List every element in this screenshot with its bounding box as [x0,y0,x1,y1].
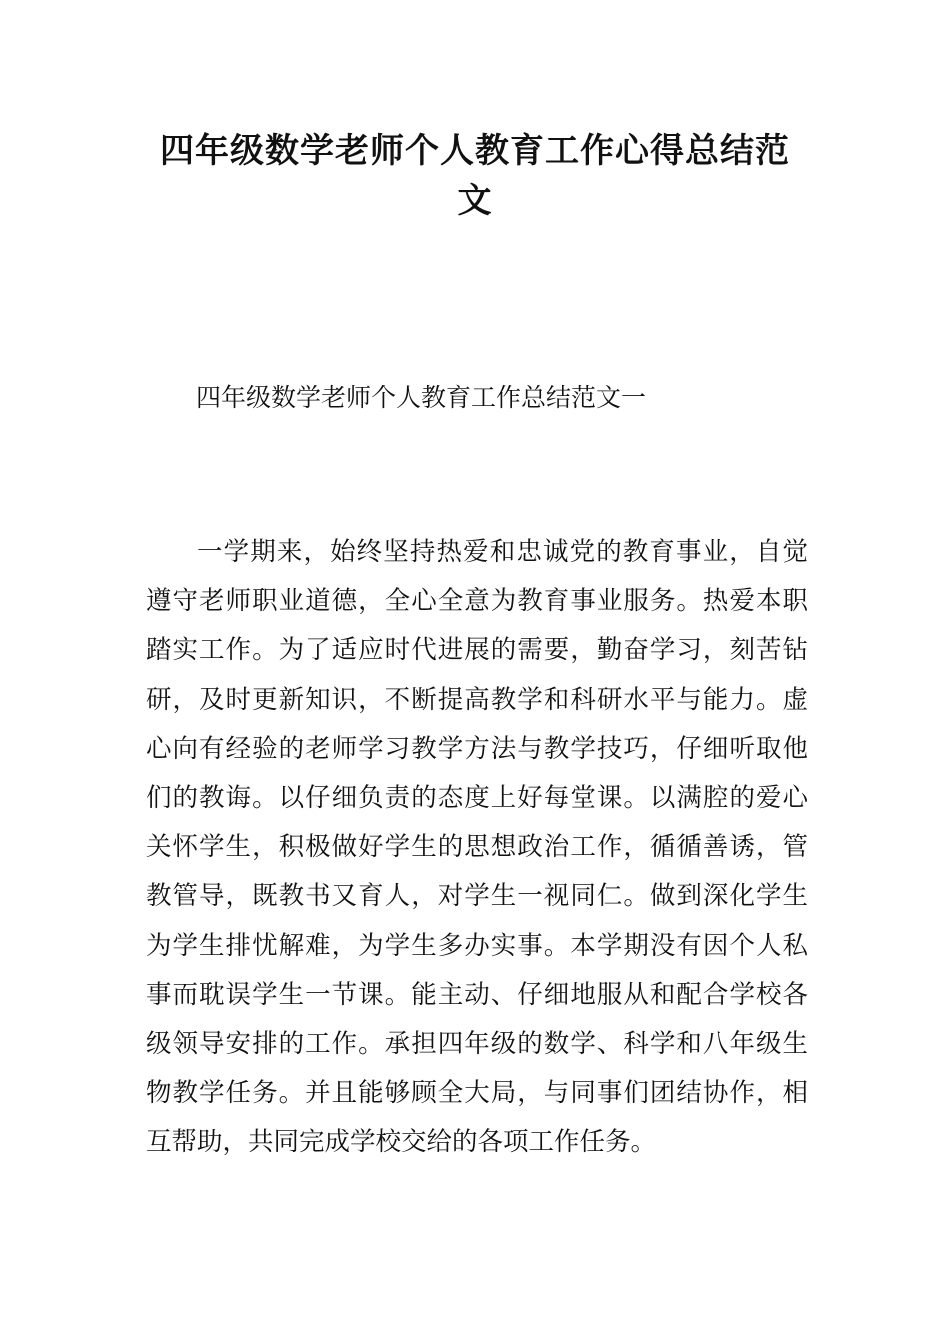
title-line: 文 [457,181,493,221]
paragraph-line: 心向有经验的老师学习教学方法与教学技巧，仔细听取他 [146,733,808,764]
paragraph-line: 事而耽误学生一节课。能主动、仔细地服从和配合学校各 [146,979,808,1010]
title-line: 四年级数学老师个人教育工作心得总结范 [160,131,790,171]
document-title [140,126,810,226]
paragraph-line: 遵守老师职业道德，全心全意为教育事业服务。热爱本职 [146,586,808,617]
paragraph-line: 物教学任务。并且能够顾全大局，与同事们团结协作，相 [146,1078,808,1109]
paragraph-line: 教管导，既教书又育人，对学生一视同仁。做到深化学生 [146,881,808,912]
body-paragraph [146,528,808,1168]
paragraph-line: 级领导安排的工作。承担四年级的数学、科学和八年级生 [146,1029,808,1060]
paragraph-line: 一学期来，始终坚持热爱和忠诚党的教育事业，自觉 [197,537,808,567]
paragraph-line: 们的教诲。以仔细负责的态度上好每堂课。以满腔的爱心 [146,783,808,814]
paragraph-line: 关怀学生，积极做好学生的思想政治工作，循循善诱，管 [146,832,808,863]
paragraph-line: 为学生排忧解难，为学生多办实事。本学期没有因个人私 [146,930,808,961]
paragraph-line: 研，及时更新知识，不断提高教学和科研水平与能力。虚 [146,684,808,715]
section-subheading: 四年级数学老师个人教育工作总结范文一 [196,383,647,412]
paragraph-line: 踏实工作。为了适应时代进展的需要，勤奋学习，刻苦钻 [146,635,808,666]
paragraph-line: 互帮助，共同完成学校交给的各项工作任务。 [146,1127,657,1158]
